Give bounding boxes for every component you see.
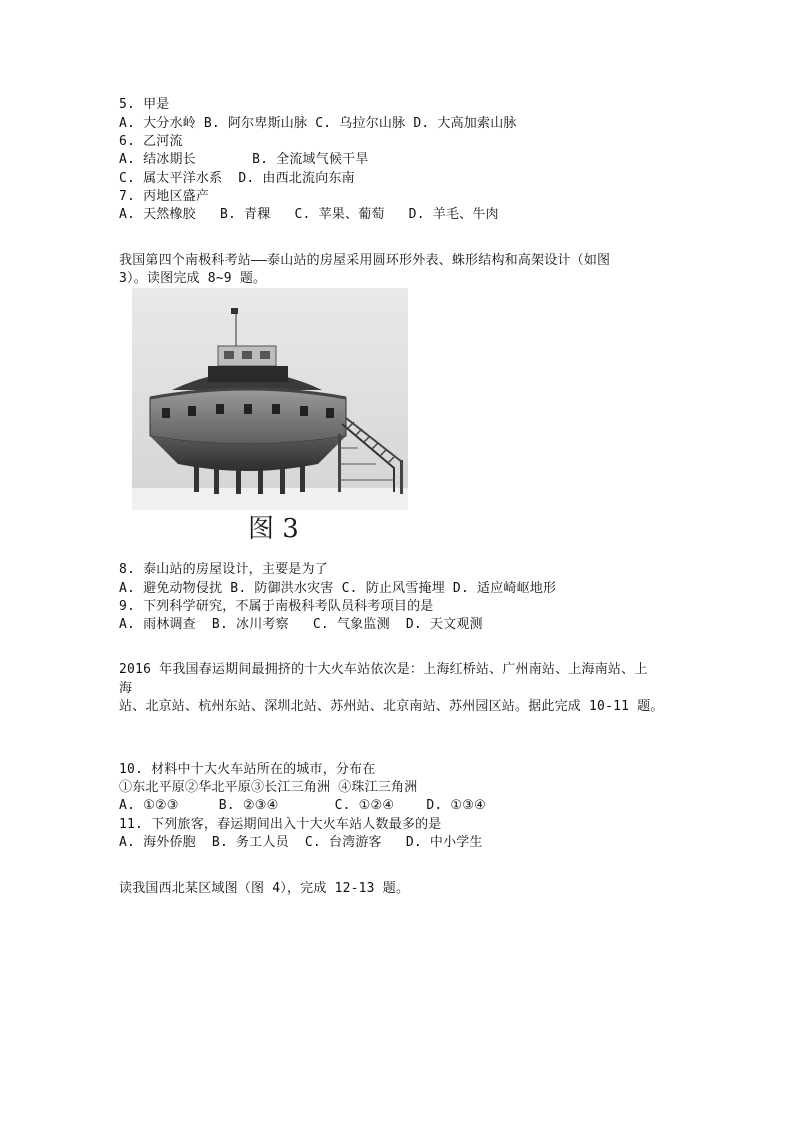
q7-options: A. 天然橡胶 B. 青稞 C. 苹果、葡萄 D. 羊毛、牛肉 [119,207,499,222]
q11-options: A. 海外侨胞 B. 务工人员 C. 台湾游客 D. 中小学生 [119,835,483,850]
q10-options: A. ①②③ B. ②③④ C. ①②④ D. ①③④ [119,798,486,813]
q6-options-line1: A. 结冰期长 B. 全流域气候干旱 [119,152,369,167]
taishan-passage-line2: 3）。读图完成 8~9 题。 [119,271,267,286]
q9-stem: 9. 下列科学研究，不属于南极科考队员科考项目的是 [119,599,434,614]
q10-stem: 10. 材料中十大火车站所在的城市，分布在 [119,762,376,777]
q7-stem: 7. 丙地区盛产 [119,189,210,204]
q9-options: A. 雨林调查 B. 冰川考察 C. 气象监测 D. 天文观测 [119,617,483,632]
taishan-passage-line1: 我国第四个南极科考站——泰山站的房屋采用圆环形外表、蛛形结构和高架设计（如图 [119,253,611,268]
railway-passage-line2: 海 [119,681,133,696]
figure3-caption: 图 3 [248,514,299,544]
q5-stem: 5. 甲是 [119,97,170,112]
q5-options: A. 大分水岭 B. 阿尔卑斯山脉 C. 乌拉尔山脉 D. 大高加索山脉 [119,116,517,131]
northwest-passage-line1: 读我国西北某区域图（图 4），完成 12-13 题。 [119,881,410,896]
railway-passage-line1: 2016 年我国春运期间最拥挤的十大火车站依次是：上海红桥站、广州南站、上海南站、上 [119,662,648,677]
q8-stem: 8. 泰山站的房屋设计，主要是为了 [119,562,328,577]
q10-choices: ①东北平原②华北平原③长江三角洲 ④珠江三角洲 [119,780,418,795]
q8-options: A. 避免动物侵扰 B. 防御洪水灾害 C. 防止风雪掩埋 D. 适应崎岖地形 [119,581,557,596]
q11-stem: 11. 下列旅客，春运期间出入十大火车站人数最多的是 [119,817,442,832]
q6-stem: 6. 乙河流 [119,134,183,149]
railway-passage-line3: 站、北京站、杭州东站、深圳北站、苏州站、北京南站、苏州园区站。据此完成 10-11 题。 [119,699,664,714]
q6-options-line2: C. 属太平洋水系 D. 由西北流向东南 [119,171,355,186]
antarctic-station-photo [132,288,408,550]
